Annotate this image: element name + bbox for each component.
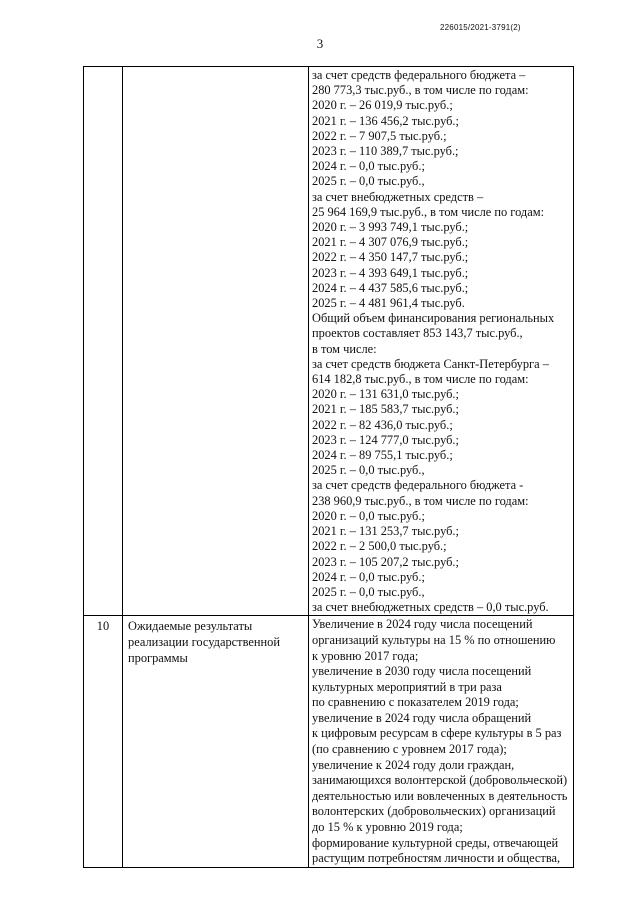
text-line: 2022 г. – 7 907,5 тыс.руб.; (312, 128, 447, 143)
text-line: 2021 г. – 185 583,7 тыс.руб.; (312, 402, 459, 417)
text-line: 2022 г. – 82 436,0 тыс.руб.; (312, 417, 453, 432)
text-line: за счет средств федерального бюджета – (312, 68, 526, 82)
text-line: растущим потребностям личности и общества, (312, 851, 561, 866)
text-line: Общий объем финансирования региональных (312, 311, 555, 326)
text-line: увеличение в 2030 году числа посещений (312, 664, 532, 679)
text-line: 2024 г. – 4 437 585,6 тыс.руб.; (312, 280, 469, 295)
text-line: волонтерских (добровольческих) организаций (312, 804, 556, 819)
text-line: 2023 г. – 124 777,0 тыс.руб.; (312, 432, 459, 447)
text-line: до 15 % к уровню 2019 года; (312, 820, 463, 835)
row-number: 10 (96, 619, 110, 634)
text-line: 2020 г. – 3 993 749,1 тыс.руб.; (312, 220, 469, 235)
text-line: увеличение к 2024 году доли граждан, (312, 757, 515, 772)
table-row (84, 616, 574, 868)
text-line: за счет средств бюджета Санкт-Петербурга – (312, 356, 549, 371)
row-name-cell (123, 67, 309, 616)
text-line: программы (128, 650, 188, 665)
document-number: 226015/2021-3791(2) (440, 23, 521, 32)
text-line: 2023 г. – 110 389,7 тыс.руб.; (312, 144, 459, 159)
row-number-cell (84, 67, 123, 616)
row-name (123, 67, 308, 70)
text-line: проектов составляет 853 143,7 тыс.руб., (312, 326, 523, 341)
text-line: (по сравнению с уровнем 2017 года); (312, 742, 507, 757)
row-number-cell (84, 616, 123, 868)
text-line: 614 182,8 тыс.руб., в том числе по годам: (312, 372, 529, 387)
text-line: 2020 г. – 26 019,9 тыс.руб.; (312, 98, 453, 113)
text-line: деятельностью или вовлеченных в деятельность (312, 788, 568, 803)
text-line: 2024 г. – 89 755,1 тыс.руб.; (312, 448, 453, 463)
text-line: 2025 г. – 4 481 961,4 тыс.руб. (312, 296, 465, 311)
text-line: Ожидаемые результаты (128, 619, 253, 634)
program-passport-table (83, 66, 574, 868)
row-content-cell (309, 67, 574, 616)
text-line: 2023 г. – 4 393 649,1 тыс.руб.; (312, 265, 469, 280)
page-number: 3 (316, 36, 324, 51)
text-line: за счет внебюджетных средств – 0,0 тыс.руб. (312, 600, 549, 615)
text-line: 280 773,3 тыс.руб., в том числе по годам: (312, 83, 529, 98)
text-line: 2024 г. – 0,0 тыс.руб.; (312, 159, 425, 174)
row-name (123, 616, 308, 666)
text-line: формирование культурной среды, отвечающей (312, 835, 559, 850)
text-line: 2023 г. – 105 207,2 тыс.руб.; (312, 554, 459, 569)
text-line: 25 964 169,9 тыс.руб., в том числе по годам: (312, 204, 545, 219)
table-row (84, 67, 574, 616)
text-line: по сравнению с показателем 2019 года; (312, 695, 519, 710)
text-line: 2022 г. – 2 500,0 тыс.руб.; (312, 539, 447, 554)
text-line: увеличение в 2024 году числа обращений (312, 710, 532, 725)
text-line: 2022 г. – 4 350 147,7 тыс.руб.; (312, 250, 469, 265)
text-line: за счет средств федерального бюджета - (312, 478, 524, 493)
text-line: 2025 г. – 0,0 тыс.руб., (312, 584, 425, 599)
text-line: 2025 г. – 0,0 тыс.руб., (312, 174, 425, 189)
text-line: к уровню 2017 года; (312, 648, 419, 663)
text-line: за счет внебюджетных средств – (312, 189, 484, 204)
text-line: 2025 г. – 0,0 тыс.руб., (312, 463, 425, 478)
text-line: к цифровым ресурсам в сфере культуры в 5 раз (312, 726, 562, 741)
text-line: 238 960,9 тыс.руб., в том числе по годам: (312, 493, 529, 508)
text-line: 2020 г. – 0,0 тыс.руб.; (312, 508, 425, 523)
row-number (84, 67, 122, 70)
text-line: реализации государственной (128, 634, 280, 649)
text-line: 2021 г. – 4 307 076,9 тыс.руб.; (312, 235, 469, 250)
text-line: 2020 г. – 131 631,0 тыс.руб.; (312, 387, 459, 402)
text-line: культурных мероприятий в три раза (312, 679, 502, 694)
text-line: 2021 г. – 131 253,7 тыс.руб.; (312, 524, 459, 539)
row-name-cell (123, 616, 309, 868)
expected-results-text (309, 616, 573, 867)
text-line: 2021 г. – 136 456,2 тыс.руб.; (312, 113, 459, 128)
text-line: занимающихся волонтерской (добровольческой) (312, 773, 568, 788)
text-line: Увеличение в 2024 году числа посещений (312, 617, 533, 632)
text-line: в том числе: (312, 341, 377, 356)
funding-text (309, 67, 573, 615)
text-line: 2024 г. – 0,0 тыс.руб.; (312, 569, 425, 584)
text-line: организаций культуры на 15 % по отношению (312, 632, 556, 647)
row-content-cell (309, 616, 574, 868)
